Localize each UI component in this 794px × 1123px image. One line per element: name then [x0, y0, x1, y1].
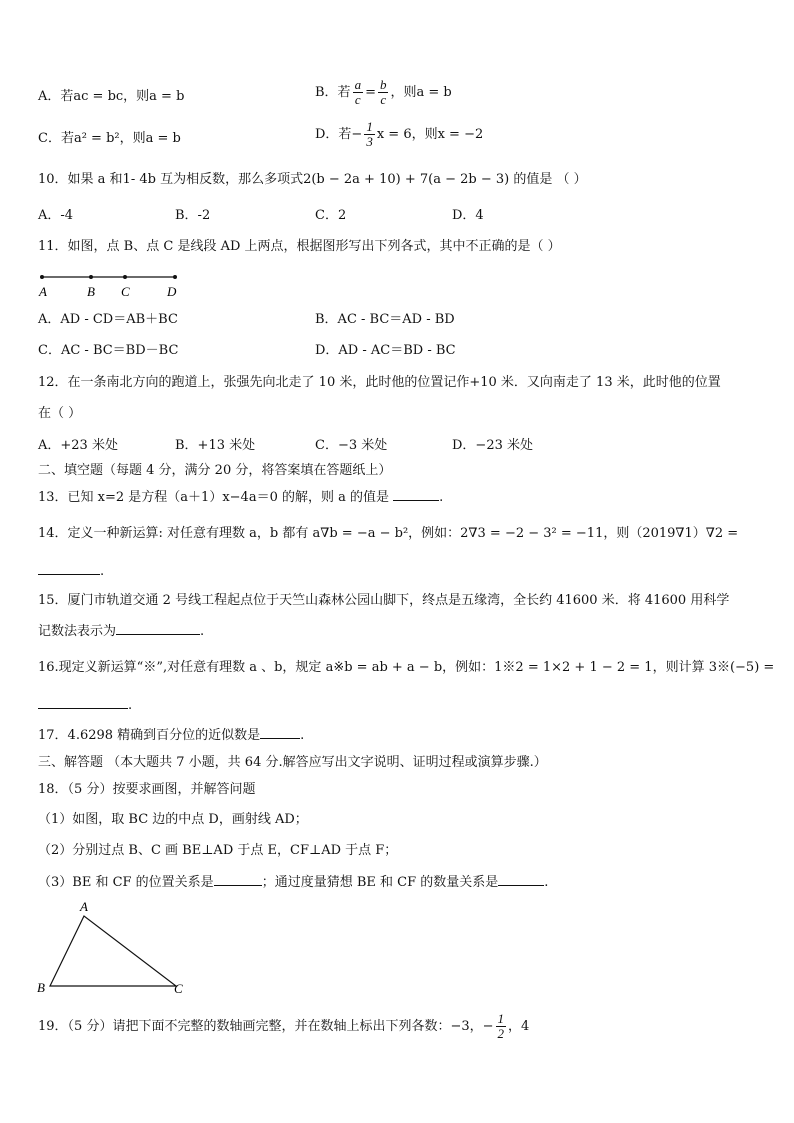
point-c-dot — [123, 275, 127, 279]
q19-text: 19．（5 分）请把下面不完整的数轴画完整，并在数轴上标出下列各数：−3，− — [38, 1019, 494, 1034]
vertex-c-label: C — [174, 981, 183, 996]
q12-option-d: D．−23 米处 — [452, 438, 533, 453]
q16-text: 16.现定义新运算“※”,对任意有理数 a 、b，规定 a※b = ab + a − b，例如：1※2 = 1×2 + 1 − 2 = 1，则计算 3※(−5) = — [38, 660, 775, 675]
q14-end: . — [100, 564, 105, 579]
point-b-label: B — [87, 284, 95, 299]
q9-option-b-fraction1 — [353, 78, 364, 107]
q10-option-d: D．4 — [452, 208, 484, 223]
q18-answer-blank-1[interactable] — [214, 885, 262, 886]
q15-text-line2 — [38, 623, 204, 641]
q9-option-d-prefix: D．若− — [315, 127, 363, 142]
q18-part3 — [38, 874, 548, 892]
q18-part3-end: . — [544, 875, 549, 890]
q9-option-b-frac1-num: a — [354, 77, 362, 92]
q13-end: . — [439, 490, 444, 505]
q14-answer-blank[interactable] — [38, 574, 100, 575]
q9-option-b-frac2-den: c — [380, 92, 387, 107]
q16-answer-blank[interactable] — [38, 708, 128, 709]
q19-fraction — [496, 1012, 507, 1041]
q19-text-end: ，4 — [508, 1019, 530, 1034]
q12-option-c: C．−3 米处 — [315, 438, 388, 453]
q9-option-b-frac2-num: b — [379, 77, 387, 92]
q9-option-c: C．若a² = b²，则a = b — [38, 131, 181, 146]
q15-text: 记数法表示为 — [38, 624, 117, 639]
q14-text: 14．定义一种新运算: 对任意有理数 a，b 都有 a∇b = −a − b²，例如：2∇3 = −2 − 3² = −11，则（2019∇1）∇2 = — [38, 526, 739, 541]
q10-stem: 10．如果 a 和1- 4b 互为相反数，那么多项式2(b − 2a + 10) + 7(a − 2b − 3) 的值是 （ ） — [38, 172, 587, 187]
q14-answer-line — [38, 563, 104, 581]
q18-part2: （2）分别过点 B、C 画 BE⊥AD 于点 E，CF⊥AD 于点 F； — [38, 843, 398, 858]
q19 — [38, 1012, 529, 1042]
q12-option-b: B．+13 米处 — [175, 438, 256, 453]
q12-stem-line2: 在（ ） — [38, 406, 82, 421]
q11-option-a: A．AD - CD＝AB＋BC — [38, 312, 178, 327]
q9-option-d-suffix: x = 6，则x = −2 — [376, 127, 484, 142]
q9-option-b-prefix: B．若 — [315, 85, 351, 100]
q15-text-line1: 15．厦门市轨道交通 2 号线工程起点位于天竺山森林公园山脚下，终点是五缘湾，全长约 41600 米．将 41600 用科学 — [38, 593, 730, 608]
triangle-abc — [50, 916, 176, 986]
q16-end: . — [128, 698, 133, 713]
q19-frac-num: 1 — [497, 1011, 505, 1026]
q17-text: 17．4.6298 精确到百分位的近似数是 — [38, 728, 261, 743]
q12-option-a: A．+23 米处 — [38, 438, 118, 453]
q17 — [38, 727, 304, 745]
q9-option-b-equals: = — [365, 85, 376, 100]
q11-option-b: B．AC - BC＝AD - BD — [315, 312, 455, 327]
q9-option-b-suffix: ，则a = b — [390, 85, 452, 100]
point-a-label: A — [39, 284, 47, 299]
q9-option-d-frac-num: 1 — [366, 119, 373, 134]
q13-text: 13．已知 x=2 是方程（a＋1）x−4a＝0 的解，则 a 的值是 — [38, 490, 389, 505]
q16-answer-line — [38, 697, 132, 715]
q18-stem: 18．（5 分）按要求画图，并解答问题 — [38, 782, 256, 797]
vertex-b-label: B — [37, 980, 45, 995]
q15-answer-blank[interactable] — [116, 634, 200, 635]
q18-part3-text-b: ；通过度量猜想 BE 和 CF 的数量关系是 — [261, 875, 499, 890]
q13 — [38, 489, 443, 507]
q10-option-b: B．-2 — [175, 208, 211, 223]
q18-part1: （1）如图，取 BC 边的中点 D，画射线 AD； — [38, 812, 308, 827]
q9-option-b-fraction2 — [378, 78, 389, 107]
q18-part3-text-a: （3）BE 和 CF 的位置关系是 — [38, 875, 214, 890]
section-2-heading: 二、填空题（每题 4 分，满分 20 分，将答案填在答题纸上） — [38, 463, 392, 478]
q10-option-c: C．2 — [315, 208, 347, 223]
point-b-dot — [89, 275, 93, 279]
point-d-label: D — [167, 284, 177, 299]
point-d-dot — [173, 275, 177, 279]
q9-option-b — [315, 78, 452, 107]
q18-answer-blank-2[interactable] — [498, 885, 544, 886]
q10-option-a: A．-4 — [38, 208, 74, 223]
q9-option-b-frac1-den: c — [354, 92, 361, 107]
point-c-label: C — [121, 284, 130, 299]
q9-option-d-frac-den: 3 — [366, 134, 373, 149]
q15-end: . — [200, 624, 205, 639]
section-3-heading: 三、解答题 （本大题共 7 小题，共 64 分.解答应写出文字说明、证明过程或演算步骤.） — [38, 755, 547, 770]
vertex-a-label: A — [80, 899, 88, 914]
q17-end: . — [300, 728, 305, 743]
q17-answer-blank[interactable] — [260, 738, 300, 739]
q11-option-c: C．AC - BC＝BD－BC — [38, 343, 179, 358]
q9-option-d-fraction — [364, 120, 375, 149]
q12-stem-line1: 12．在一条南北方向的跑道上，张强先向北走了 10 米，此时他的位置记作+10 米．又向南走了 13 米，此时他的位置 — [38, 375, 721, 390]
q9-option-d — [315, 120, 483, 149]
q11-option-d: D．AD - AC＝BD - BC — [315, 343, 456, 358]
q13-answer-blank[interactable] — [393, 500, 439, 501]
q11-segment-figure — [34, 268, 184, 300]
q19-frac-den: 2 — [497, 1026, 505, 1041]
q11-stem: 11．如图，点 B、点 C 是线段 AD 上两点，根据图形写出下列各式，其中不正确的是（ ） — [38, 239, 561, 254]
q9-option-a: A．若ac = bc，则a = b — [38, 89, 185, 104]
q18-triangle-figure — [34, 898, 194, 1000]
point-a-dot — [40, 275, 44, 279]
